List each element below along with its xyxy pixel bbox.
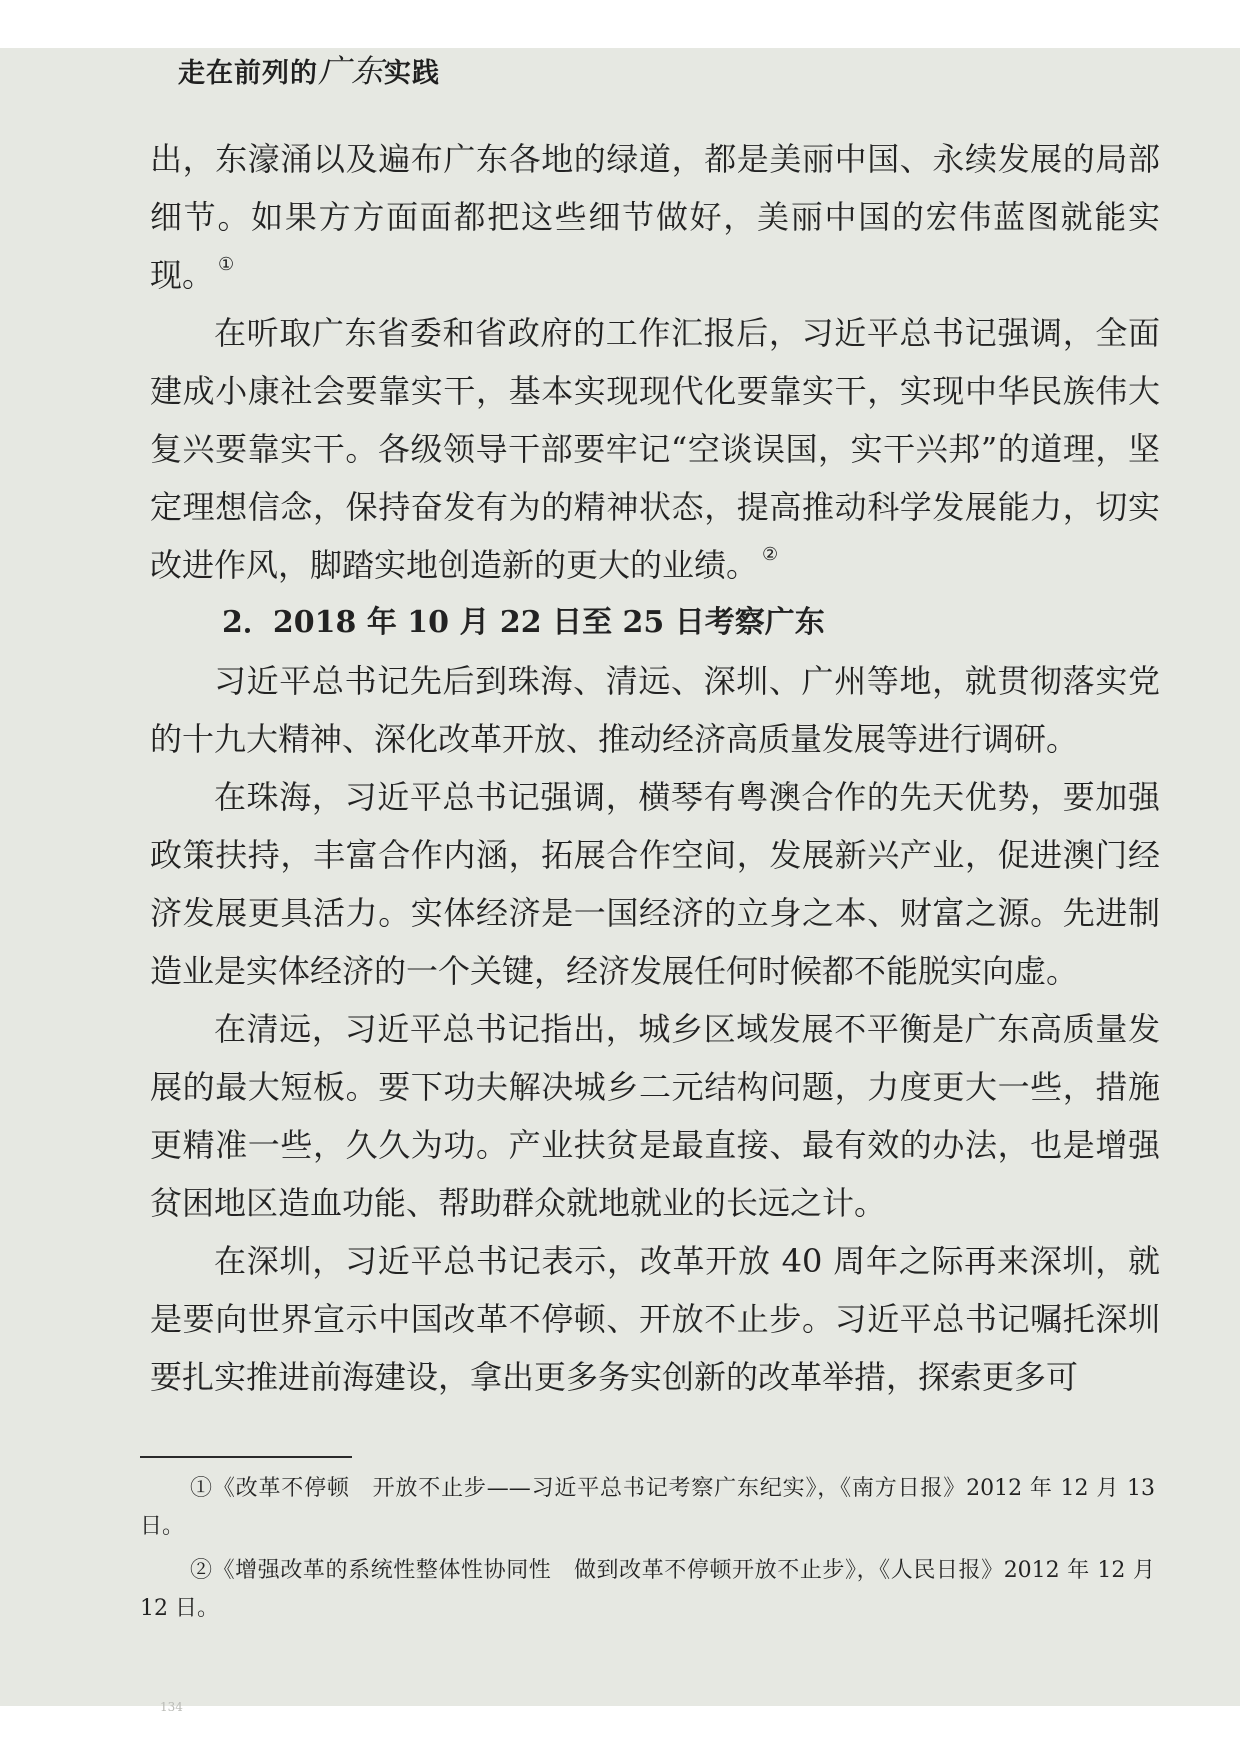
paragraph-3: 习近平总书记先后到珠海、清远、深圳、广州等地，就贯彻落实党的十九大精神、深化改革开放、推动经济高质量发展等进行调研。 [150, 662, 1160, 758]
paragraph-5: 在清远，习近平总书记指出，城乡区域发展不平衡是广东高质量发展的最大短板。要下功夫解决城乡二元结构问题，力度更大一些，措施更精准一些，久久为功。产业扶贫是最直接、最有效的办法，也是增强贫困地区造血功能、帮助群众就地就业的长远之计。 [150, 1010, 1160, 1222]
paragraph-6: 在深圳，习近平总书记表示，改革开放 40 周年之际再来深圳，就是要向世界宣示中国改革不停顿、开放不止步。习近平总书记嘱托深圳要扎实推进前海建设，拿出更多务实创新的改革举措，探索更多可 [150, 1242, 1160, 1396]
paragraph-2-text: 在听取广东省委和省政府的工作汇报后，习近平总书记强调，全面建成小康社会要靠实干，基本实现现代化要靠实干，实现中华民族伟大复兴要靠实干。各级领导干部要牢记“空谈误国，实干兴邦”的道理，坚定理想信念，保持奋发有为的精神状态，提高推动科学发展能力，切实改进作风，脚踏实地创造新的更大的业绩。 [150, 314, 1160, 584]
paragraph-1-text: 出，东濠涌以及遍布广东各地的绿道，都是美丽中国、永续发展的局部细节。如果方方面面都把这些细节做好，美丽中国的宏伟蓝图就能实现。 [150, 140, 1160, 294]
page-number: 134 [160, 1700, 183, 1714]
section-heading: 2．2018 年 10 月 22 日至 25 日考察广东 [222, 605, 825, 640]
footnote-1: ①《改革不停顿 开放不止步——习近平总书记考察广东纪实》，《南方日报》2012 年 12 月 13 日。 [140, 1476, 1155, 1539]
footnote-divider [140, 1456, 352, 1458]
footnotes [140, 1470, 1155, 1634]
footnote-2: ②《增强改革的系统性整体性协同性 做到改革不停顿开放不止步》，《人民日报》2012 年 12 月 12 日。 [140, 1558, 1155, 1621]
paragraph-1 [150, 130, 1160, 304]
running-header-accent: 广东 [318, 52, 385, 90]
running-header [178, 46, 440, 92]
running-header-part-c: 实践 [384, 58, 441, 89]
paragraph-2 [150, 304, 1160, 594]
footnote-ref-1: ① [218, 254, 235, 275]
footnote-ref-2: ② [762, 544, 779, 565]
running-header-part-a: 走在前列的 [178, 58, 318, 89]
paragraph-4: 在珠海，习近平总书记强调，横琴有粤澳合作的先天优势，要加强政策扶持，丰富合作内涵，拓展合作空间，发展新兴产业，促进澳门经济发展更具活力。实体经济是一国经济的立身之本、财富之源。先进制造业是实体经济的一个关键，经济发展任何时候都不能脱实向虚。 [150, 778, 1160, 990]
body-text [150, 130, 1160, 1406]
